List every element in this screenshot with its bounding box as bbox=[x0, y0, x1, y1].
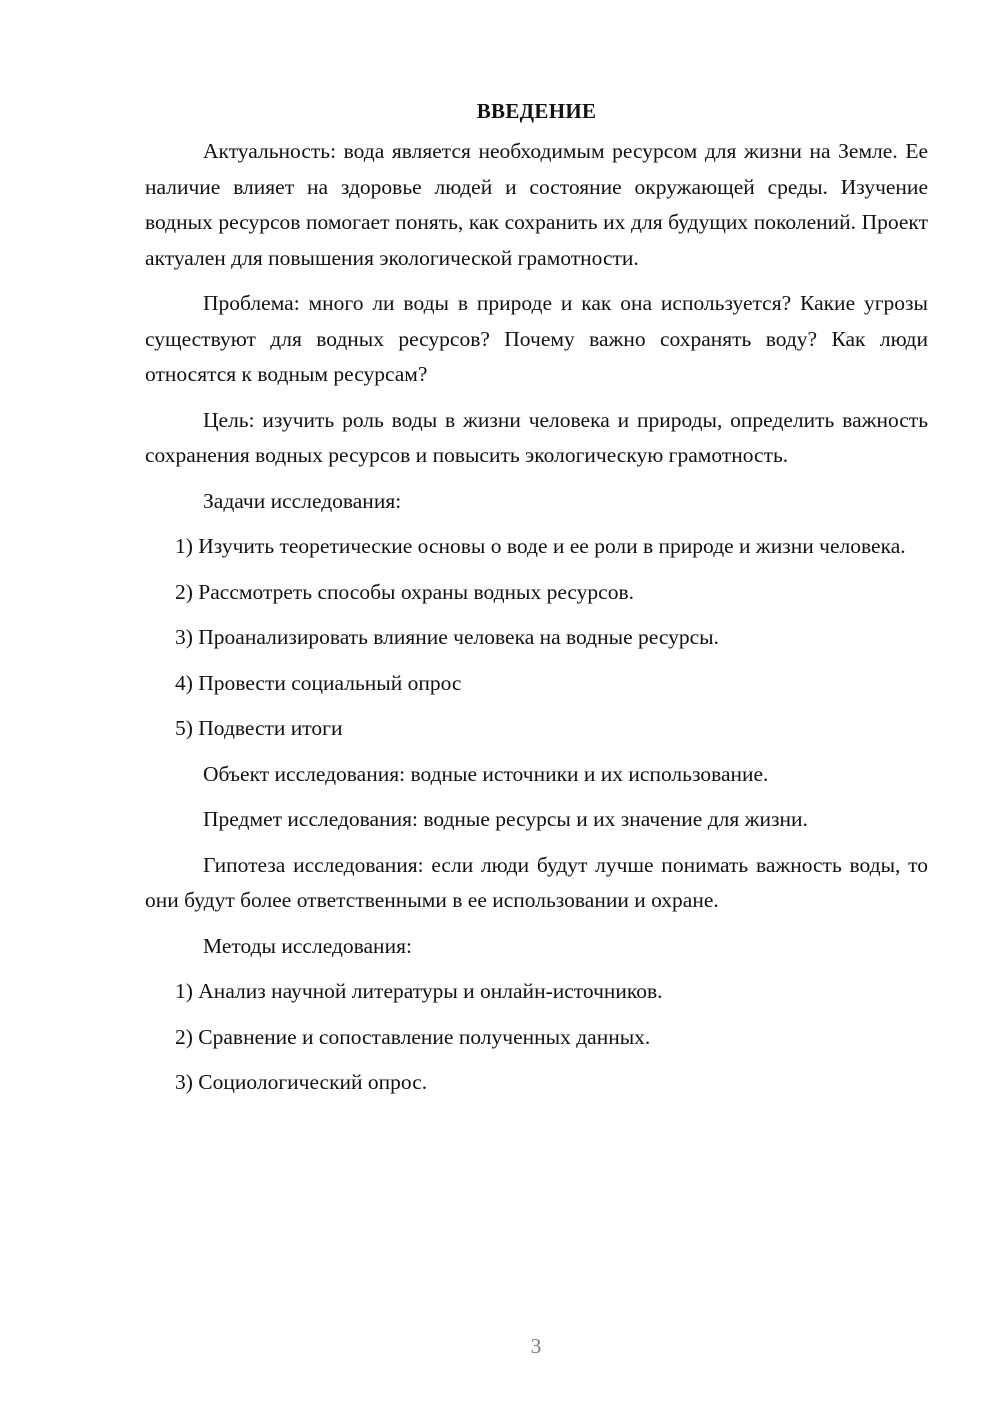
methods-heading: Методы исследования: bbox=[203, 933, 412, 958]
task-item: 5) Подвести итоги bbox=[175, 716, 343, 740]
goal-paragraph: Цель: изучить роль воды в жизни человека и природы, определить важность сохранения водных ресурсов и повысить экологическую грамотность. bbox=[145, 407, 928, 467]
task-item: 3) Проанализировать влияние человека на водные ресурсы. bbox=[175, 625, 719, 649]
task-item: 4) Провести социальный опрос bbox=[175, 670, 462, 695]
task-item: 1) Изучить теоретические основы о воде и ее роли в природе и жизни человека. bbox=[175, 534, 906, 558]
page-number: 3 bbox=[530, 1334, 542, 1358]
method-item: 2) Сравнение и сопоставление полученных данных. bbox=[175, 1024, 651, 1049]
tasks-heading: Задачи исследования: bbox=[203, 488, 402, 513]
section-title: ВВЕДЕНИЕ bbox=[476, 99, 597, 123]
hypothesis-paragraph: Гипотеза исследования: если люди будут лучше понимать важность воды, то они будут более ответственными в ее использовании и охране. bbox=[145, 852, 928, 912]
subject-paragraph: Предмет исследования: водные ресурсы и их значение для жизни. bbox=[203, 807, 808, 831]
problem-paragraph: Проблема: много ли воды в природе и как она используется? Какие угрозы существуют для водных ресурсов? Почему важно сохранять воду? Как люди относятся к водным ресурсам? bbox=[145, 291, 928, 386]
object-paragraph: Объект исследования: водные источники и их использование. bbox=[203, 761, 769, 786]
task-item: 2) Рассмотреть способы охраны водных ресурсов. bbox=[175, 579, 634, 604]
document-page bbox=[145, 96, 928, 1111]
relevance-paragraph: Актуальность: вода является необходимым ресурсом для жизни на Земле. Ее наличие влияет на здоровье людей и состояние окружающей среды. Изучение водных ресурсов помогает понять, как сохранить их для будущих поколений. Проект актуален для повышения экологической грамотности. bbox=[145, 139, 928, 270]
method-item: 1) Анализ научной литературы и онлайн-источников. bbox=[175, 979, 663, 1003]
method-item: 3) Социологический опрос. bbox=[175, 1070, 428, 1094]
